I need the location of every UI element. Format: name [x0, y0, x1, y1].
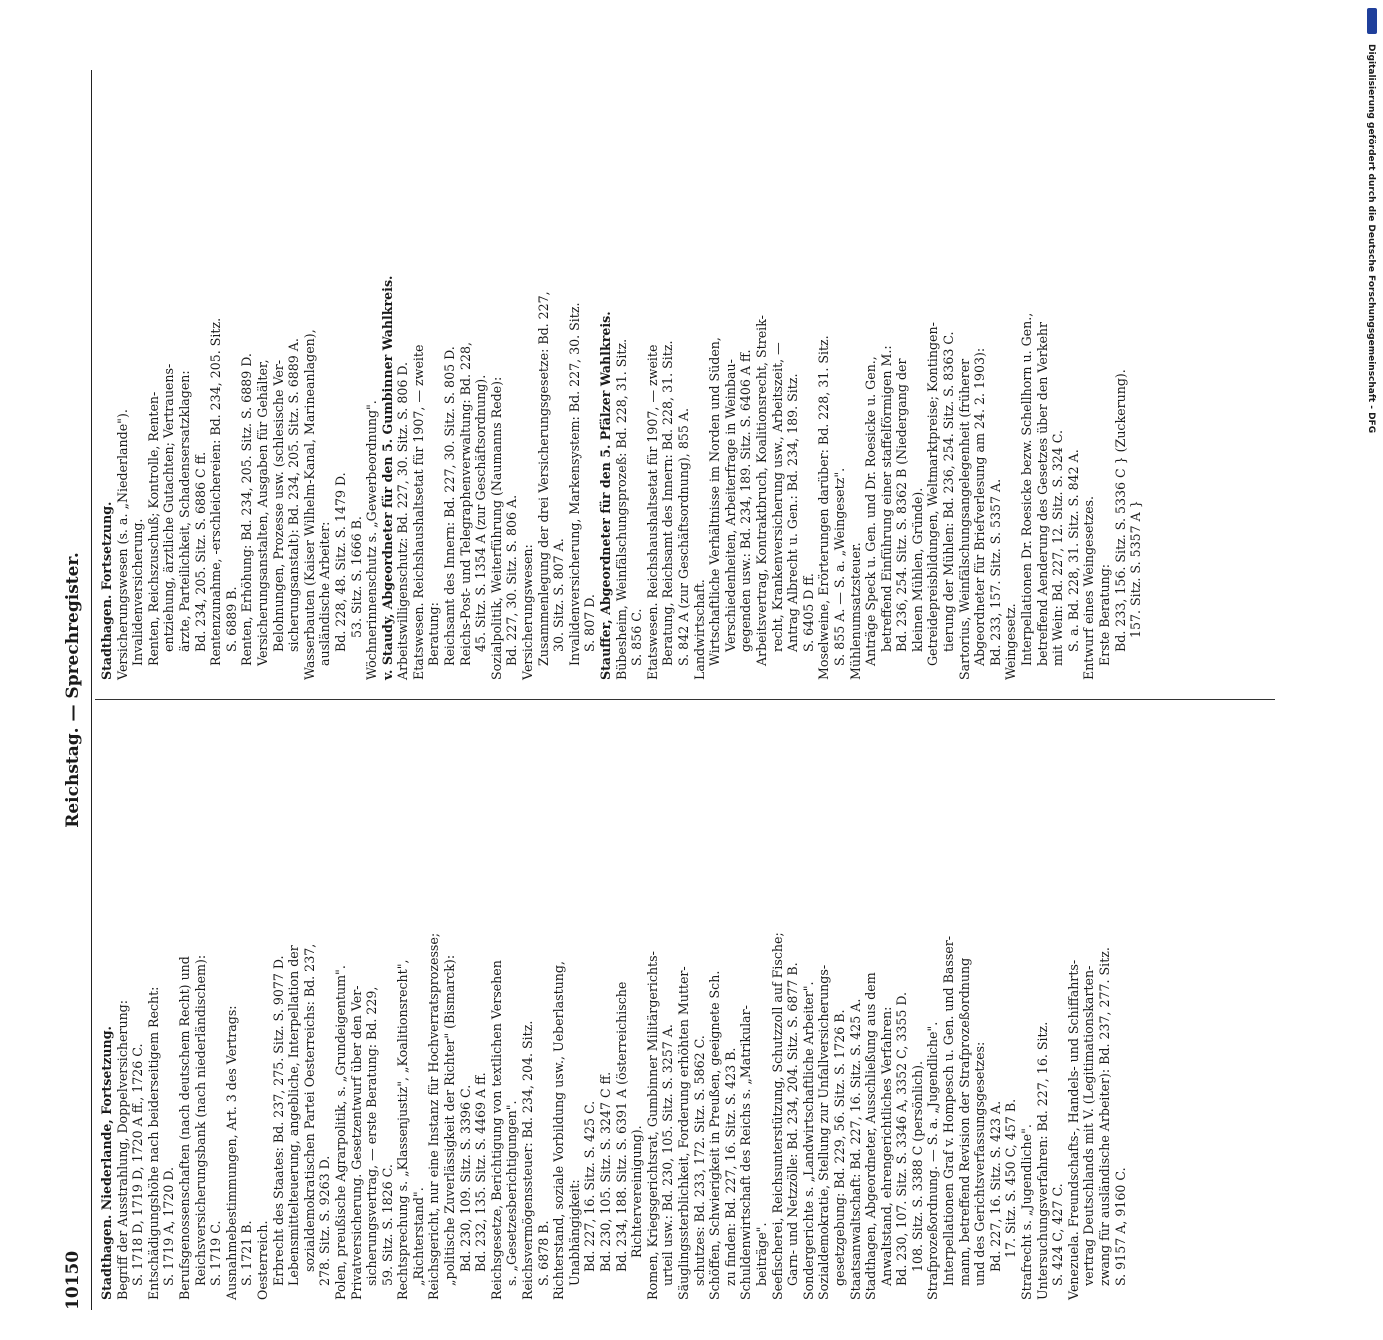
register-line: Stadthagen. Niederlande, Fortsetzung. [99, 1026, 114, 1300]
register-line: Berufsgenossenschaften (nach deutschem Recht) und [176, 956, 192, 1300]
register-line: Beratung, Reichsamt des Innern: Bd. 228, 31. Sitz. [660, 340, 676, 666]
side-notice [1366, 10, 1376, 610]
register-line: Antrag Albrecht u. Gen.: Bd. 234, 189. Sitz. [785, 373, 801, 652]
register-line: kleinen Mühlen, Gründe). [909, 487, 925, 652]
register-line: Privatversicherung. Gesetzentwurf über den Ver- [348, 985, 364, 1300]
register-line: S. 9157 A, 9160 C. [1112, 1167, 1128, 1286]
register-line: Etatswesen. Reichshaushaltsetat für 1907, — zweite [644, 344, 660, 680]
register-line: Reichsgericht, nur eine Instanz für Hochverratsprozesse; [426, 932, 442, 1300]
register-line: Entschädigungshöhe nach beiderseitigem Recht: [145, 986, 161, 1300]
register-line: Mühlenumsatzsteuer. [847, 542, 863, 680]
register-line: S. a. Bd. 228, 31. Sitz. S. 842 A. [1065, 449, 1081, 652]
register-line: Beratung: [426, 602, 442, 666]
register-line: Landwirtschaft. [691, 579, 707, 680]
register-line: 108. Sitz. S. 3388 C (persönlich). [909, 1060, 925, 1272]
column-divider [95, 699, 1275, 700]
right-column [99, 80, 1144, 680]
register-line: Wirtschaftliche Verhältnisse im Norden und Süden, [707, 337, 723, 666]
register-line: Sondergerichte s. „Landwirtschaftliche Arbeiter". [800, 981, 816, 1300]
register-line: Bd. 232, 135. Sitz. S. 4469 A ff. [473, 1072, 489, 1272]
register-line: Bd. 234, 188. Sitz. S. 6391 A (österreichische [613, 981, 629, 1272]
register-line: Entwurf eines Weingesetzes. [1081, 495, 1097, 680]
register-line: 17. Sitz. S. 450 C, 457 B. [1003, 1098, 1019, 1258]
page-number: 10150 [63, 1250, 83, 1310]
register-line: S. 6878 B. [535, 1220, 551, 1286]
register-line: S. 807 D. [582, 594, 598, 652]
register-line: Bd. 230, 109. Sitz. S. 3396 C. [457, 1084, 473, 1272]
register-line: Anträge Speck u. Gen. und Dr. Roesicke u. Gen., [863, 356, 879, 666]
register-line: 30. Sitz. S. 807 A. [551, 538, 567, 652]
register-line: Schuldenwirtschaft des Reichs s. „Matrikular- [738, 1005, 754, 1300]
register-line: vertrag Deutschlands mit V. (Legitimationskarten- [1081, 965, 1097, 1286]
register-line: Reichsgesetze, Berichtigung von textlichen Versehen [488, 960, 504, 1300]
register-line: S. 424 C, 427 C. [1050, 1183, 1066, 1286]
register-line: Unabhängigkeit: [566, 1179, 582, 1286]
register-line: „politische Zuverlässigkeit der Richter" (Bismarck): [442, 954, 458, 1286]
register-line: „Richterstand". [410, 1187, 426, 1286]
register-line: Bd. 230, 107. Sitz. S. 3346 A, 3352 C, 3355 D. [894, 991, 910, 1286]
register-line: v. Staudy, Abgeordneter für den 5. Gumbinner Wahlkreis. [379, 275, 395, 680]
register-line: beiträge". [753, 1222, 769, 1286]
register-line: Verschiedenheiten, Arbeiterfrage in Weinbau- [722, 359, 738, 652]
register-line: Polen, preußische Agrarpolitik, s. „Grundeigentum". [332, 965, 348, 1300]
register-line: Reichs-Post- und Telegraphenverwaltung: Bd. 228, [457, 342, 473, 666]
register-line: S. 1718 D, 1719 D, 1720 A ff., 1726 C. [130, 1043, 146, 1286]
register-line: schutzes: Bd. 233, 172. Sitz. S. 5862 C. [691, 1035, 707, 1286]
register-line: 45. Sitz. S. 1354 A (zur Geschäftsordnung). [473, 374, 489, 652]
register-line: Strafrecht s. „Jugendliche". [1019, 1124, 1035, 1300]
register-line: Säuglingssterblichkeit, Forderung erhöhten Mutter- [675, 966, 691, 1300]
register-line: 53. Sitz. S. 1666 B. [348, 516, 364, 638]
register-line: Bd. 227, 16. Sitz. S. 425 C. [582, 1100, 598, 1272]
register-line: Invalidenversicherung, Markensystem: Bd. 227, 30. Sitz. [566, 302, 582, 666]
running-title: Reichstag. — Sprechregister. [63, 552, 83, 828]
register-line: Bd. 227, 16. Sitz. S. 423 A. [987, 1100, 1003, 1272]
register-line: Bd. 236, 254. Sitz. S. 8362 B (Niedergang der [894, 358, 910, 652]
register-line: 59. Sitz. S. 1826 C. [379, 1164, 395, 1286]
register-line: Zusammenlegung der drei Versicherungsgesetze: Bd. 227, [535, 291, 551, 666]
register-line: Sozialpolitik, Weiterführung (Naumanns Rede): [488, 376, 504, 680]
register-line: sicherungsanstalt): Bd. 234, 205. Sitz. S. 6889 A. [286, 338, 302, 652]
register-line: zu finden: Bd. 227, 16. Sitz. S. 423 B. [722, 1047, 738, 1286]
register-line: Stadthagen, Abgeordneter, Ausschließung aus dem [863, 972, 879, 1300]
register-line: Reichsvermögenssteuer: Bd. 234, 204. Sitz. [520, 1020, 536, 1300]
register-line: Ausnahmebestimmungen, Art. 3 des Vertrags: [223, 1005, 239, 1300]
register-line: S. 6889 B. [223, 586, 239, 652]
register-line: betreffend Einführung einer staffelförmigen M.: [878, 345, 894, 652]
register-line: Renten, Erhöhung: Bd. 234, 205. Sitz. S. 6889 D. [239, 353, 255, 666]
register-line: und des Gerichtsverfassungsgesetzes: [972, 1041, 988, 1286]
register-line: Reichsamt des Innern: Bd. 227, 30. Sitz. S. 805 D. [442, 346, 458, 666]
register-line: tierung der Mühlen: Bd. 236, 254. Sitz. S. 8363 C. [941, 331, 957, 652]
register-line: Richterstand, soziale Vorbildung usw., Ueberlastung, [551, 961, 567, 1300]
register-line: Versicherungsanstalten, Ausgaben für Gehälter, [254, 359, 270, 666]
register-line: Staatsanwaltschaft: Bd. 227, 16. Sitz. S. 425 A. [847, 998, 863, 1300]
funding-notice: Digitalisierung gefördert durch die Deutsche Forschungsgemeinschaft - DFG [1366, 44, 1376, 434]
register-line: ausländische Arbeiter: [317, 521, 333, 666]
register-line: S. 6405 D ff. [800, 573, 816, 652]
register-line: Versicherungswesen: [520, 544, 536, 680]
register-line: Arbeitswilligenschutz: Bd. 227, 30. Sitz. S. 806 D. [395, 361, 411, 680]
register-line: Lebensmittelteuerung, angebliche, Interpellation der [286, 945, 302, 1286]
register-line: entziehung, ärztliche Gutachten; Vertrauens- [161, 363, 177, 652]
register-line: Etatswesen. Reichshaushaltsetat für 1907, — zweite [410, 344, 426, 680]
register-line: Begriff der Ausstrahlung, Doppelversicherung: [114, 1000, 130, 1300]
register-line: 278. Sitz. S. 9263 D. [317, 1155, 333, 1286]
register-line: Richtervereinigung). [629, 1125, 645, 1258]
register-line: Belohnungen, Prozesse usw. (schlesische Ver- [270, 359, 286, 652]
register-line: Stadthagen. Fortsetzung. [99, 501, 114, 680]
register-line: S. 842 A (zur Geschäftsordnung), 855 A. [675, 408, 691, 666]
register-line: Arbeitsvertrag, Kontraktbruch, Koalitionsrecht, Streik- [753, 315, 769, 666]
register-line: Rentenzunahme, -erschleichereien: Bd. 234, 205. Sitz. [208, 317, 224, 666]
register-line: Getreidepreisbildungen, Weltmarktpreise; Kontingen- [925, 322, 941, 666]
register-line: Bübesheim, Weinfälschungsprozeß: Bd. 228, 31. Sitz. [613, 338, 629, 680]
register-line: urteil usw.: Bd. 230, 105. Sitz. S. 3257 A. [660, 1024, 676, 1286]
register-line: Untersuchungsverfahren: Bd. 227, 16. Sitz. [1034, 1021, 1050, 1300]
register-line: S. 856 C. [629, 608, 645, 666]
register-line: Invalidenversicherung. [130, 518, 146, 666]
left-column [99, 700, 1128, 1300]
register-line: zwang für ausländische Arbeiter): Bd. 237, 277. Sitz. [1097, 947, 1112, 1286]
register-line: Venezuela. Freundschafts-, Handels- und Schiffahrts- [1065, 959, 1081, 1300]
register-line: Oesterreich. [254, 1220, 270, 1300]
register-line: Stauffer, Abgeordneter für den 5. Pfälzer Wahlkreis. [598, 311, 613, 680]
register-line: Moselweine, Erörterungen darüber: Bd. 228, 31. Sitz. [816, 335, 832, 680]
register-line: Sartorius, Weinfälschungsangelegenheit (früherer [956, 358, 972, 680]
register-line: s. „Gesetzesberichtigungen". [504, 1100, 520, 1286]
register-line: Schöffen, Schwierigkeit in Preußen, geeignete Sch. [707, 970, 723, 1300]
register-line: Bd. 233, 156. Sitz. S. 5336 C } (Zuckerung). [1112, 369, 1128, 652]
register-line: recht, Krankenversicherung usw., Arbeitszeit, — [769, 342, 785, 652]
register-line: Erste Beratung: [1097, 563, 1112, 666]
register-line: Wöchnerinnenschutz s. „Gewerbeordnung". [364, 400, 380, 680]
register-line: Sozialdemokratie, Stellung zur Unfallversicherungs- [816, 964, 832, 1300]
page-header [55, 70, 92, 1310]
register-line: Renten, Reichszuschuß; Kontrolle, Renten- [145, 391, 161, 666]
register-line: Romen, Kriegsgerichtsrat, Gumbinner Militärgerichts- [644, 951, 660, 1300]
register-line: Garn- und Netzzölle: Bd. 234, 204. Sitz. S. 6877 B. [785, 962, 801, 1286]
register-line: ärzte, Parteilichkeit, Schadensersatzklagen: [176, 370, 192, 652]
register-line: S. 1719 C. [208, 1220, 224, 1286]
register-line: S. 855 A. — S. a. „Weingesetz". [831, 467, 847, 666]
register-line: Bd. 234, 205. Sitz. S. 6886 C ff. [192, 451, 208, 652]
register-line: Anwaltstand, ehrengerichtliches Verfahren: [878, 1006, 894, 1286]
scanned-page [15, 40, 1315, 1340]
register-line: betreffend Aenderung des Gesetzes über den Verkehr [1034, 321, 1050, 666]
register-line: mit Wein: Bd. 227, 12. Sitz. S. 324 C. [1050, 430, 1066, 666]
register-line: 157. Sitz. S. 5357 A } [1128, 500, 1144, 638]
register-line: S. 1721 B. [239, 1220, 255, 1286]
register-line: Bd. 228, 48. Sitz. S. 1479 D. [332, 472, 348, 652]
register-line: Wasserbauten (Kaiser Wilhelm-Kanal, Marineanlagen), [301, 329, 317, 680]
register-line: Rechtsprechung s. „Klassenjustiz", „Koalitionsrecht", [395, 959, 411, 1300]
register-line: Bd. 230, 105. Sitz. S. 3247 C ff. [598, 1071, 613, 1272]
register-line: Bd. 227, 30. Sitz. S. 806 A. [504, 494, 520, 666]
register-line: Weingesetz. [1003, 603, 1019, 680]
register-line: Interpellationen Dr. Roesicke bezw. Schellhorn u. Gen., [1019, 312, 1035, 666]
register-line: Versicherungswesen (s. a. „Niederlande"). [114, 409, 130, 680]
register-line: gesetzgebung: Bd. 229, 56. Sitz. S. 1726 B. [831, 1009, 847, 1286]
register-line: Erbrecht des Staates: Bd. 237, 275. Sitz. S. 9077 D. [270, 955, 286, 1286]
register-line: mann, betreffend Revision der Strafprozeßordnung [956, 957, 972, 1286]
register-line: Seefischerei, Reichsunterstützung, Schutzzoll auf Fische; [769, 932, 785, 1300]
register-line: sicherungsvertrag, — erste Beratung: Bd. 229, [364, 986, 380, 1286]
register-line: gegenden usw.: Bd. 234, 189. Sitz. S. 6406 A ff. [738, 349, 754, 652]
register-line: S. 1719 A, 1720 D. [161, 1166, 177, 1286]
register-line: Interpellationen Graf v. Hompesch u. Gen. und Basser- [941, 935, 957, 1286]
register-line: Strafprozeßordnung. — S. a. „Jugendliche". [925, 1021, 941, 1300]
register-line: Bd. 233, 157. Sitz. S. 5357 A. [987, 478, 1003, 666]
register-line: sozialdemokratischen Partei Oesterreichs: Bd. 237, [301, 943, 317, 1272]
register-line: Abgeordneter für Briefverlesung am 24. 2. 1903): [972, 347, 988, 666]
register-line: Reichsversicherungsbank (nach niederländischem): [192, 954, 208, 1286]
